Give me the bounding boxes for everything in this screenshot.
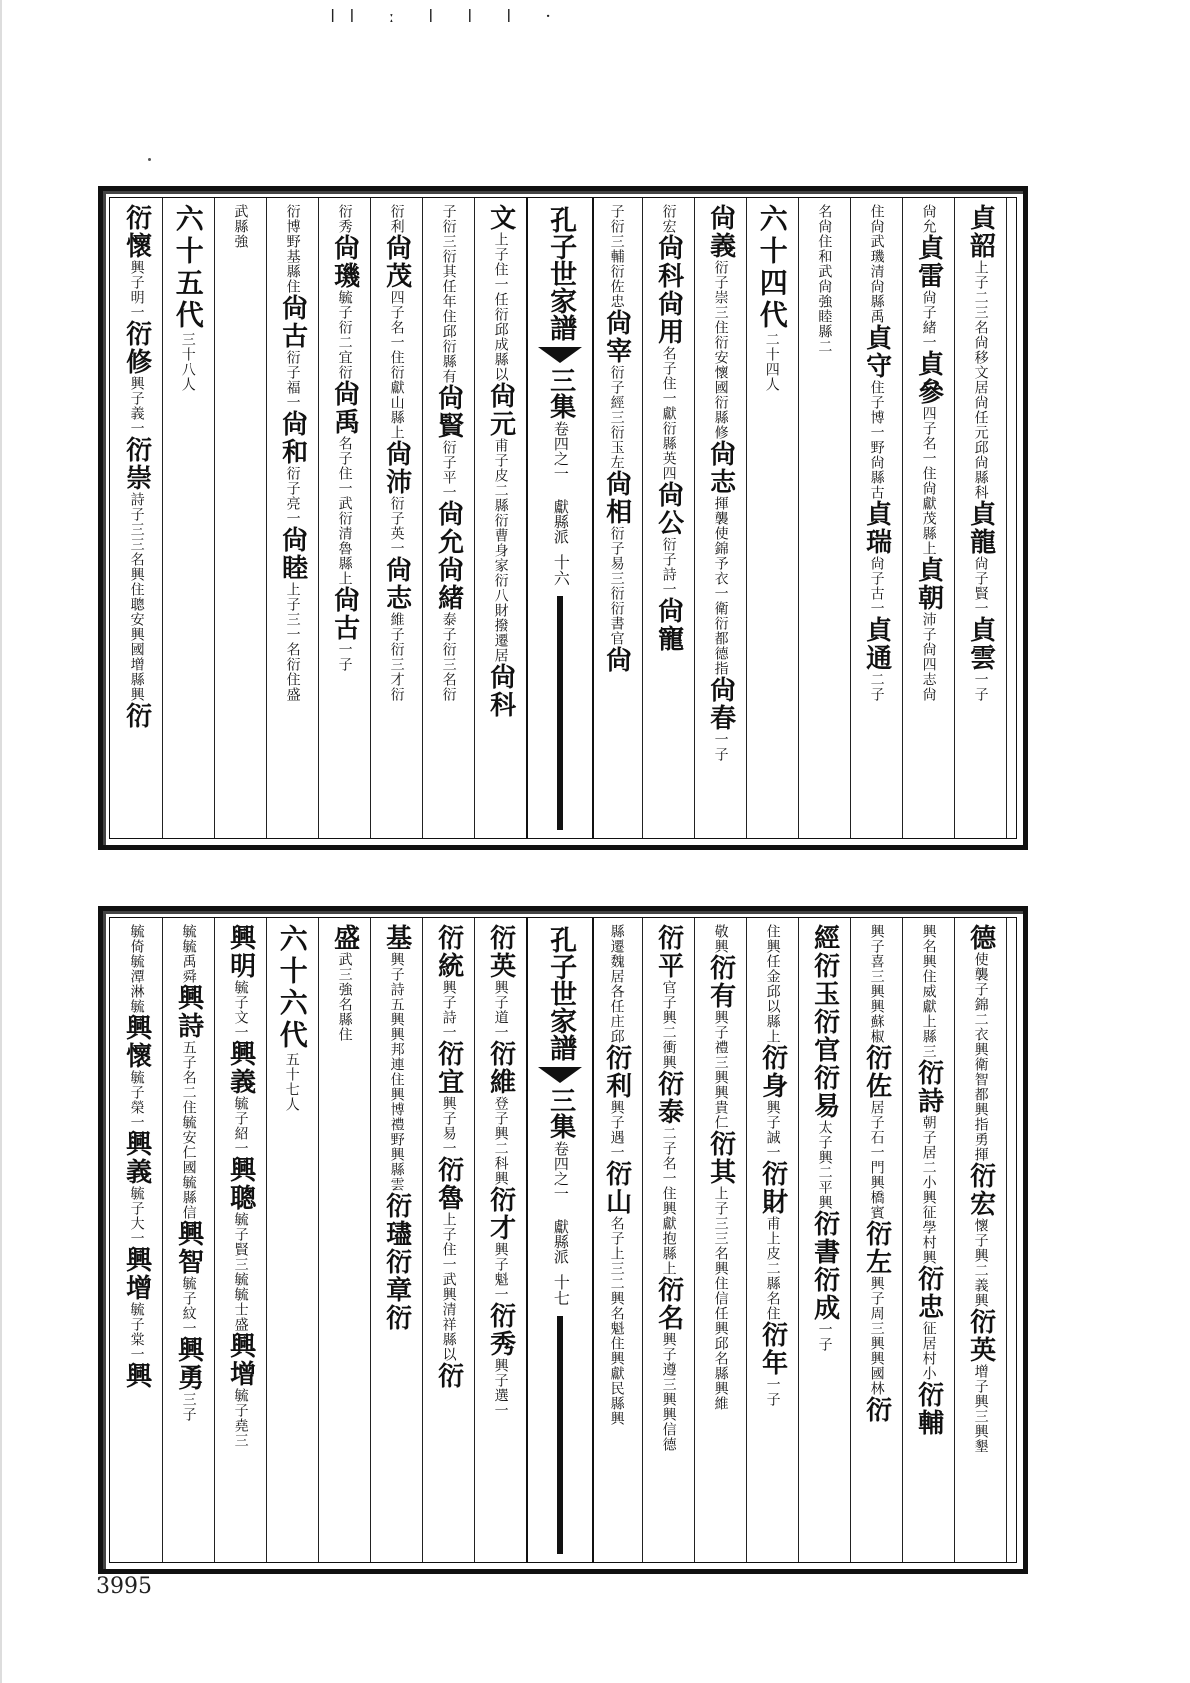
annotation-text: 增子興三興墾 [972,1364,989,1454]
annotation-text: 毓毓禹舜 [180,924,197,984]
annotation-text: 毓子棠一 [128,1302,145,1362]
person-name: 衍章 [381,1248,412,1304]
genealogy-column [590,198,643,838]
book-title: 孔子世家譜 [545,206,577,341]
person-name: 尙睦 [277,526,308,582]
person-name: 尙寵 [653,597,684,653]
annotation-text: 縣遷魏居各任庄邱 [608,924,625,1044]
person-name: 貞參 [913,350,944,406]
person-name: 尙和 [277,410,308,466]
person-name: 興增 [121,1246,152,1302]
genealogy-column [110,918,163,1562]
genealogy-column [642,918,695,1562]
annotation-text: 衍子易三衍衍書官 [608,526,625,646]
person-name: 尙科 [485,663,516,719]
person-name: 興勇 [173,1336,204,1392]
person-name: 衍統 [433,924,464,980]
centre-title-band [526,918,594,1562]
genealogy-column [474,198,527,838]
person-name: 衍 [861,1396,892,1424]
genealogy-column [162,918,215,1562]
annotation-text: 征居村小 [920,1321,937,1381]
annotation-text: 興子詩五興興邦連住興博禮野興縣雲 [388,952,405,1192]
top-genealogy-panel [98,186,1028,850]
person-name: 尙賢 [433,384,464,440]
person-name: 尙古 [277,294,308,350]
bottom-genealogy-panel [98,906,1028,1574]
annotation-text: 興子禮三興興貴仁 [712,1010,729,1130]
leaf-number: 十六 [551,554,571,586]
annotation-text: 衍子平一 [440,440,457,500]
person-name: 興智 [173,1220,204,1276]
person-name: 衍秀 [485,1302,516,1358]
genealogy-column [474,918,527,1562]
annotation-text: 尙允 [920,204,937,234]
fish-tail-mark-icon [538,347,582,363]
genealogy-column [746,198,799,838]
person-name: 興明 [225,924,256,980]
annotation-text: 詩子三三名興住聰安興國增縣興 [128,492,145,702]
person-name: 尙沛 [381,440,412,496]
person-name: 衍山 [601,1160,632,1216]
centre-title-band [526,198,594,838]
person-name: 衍利 [601,1044,632,1100]
person-name: 貞朝 [913,556,944,612]
person-name: 衍泰 [653,1070,684,1126]
annotation-text: 衍子亮一 [284,466,301,526]
chapter-label: 卷四之一 獻縣派 [551,1141,570,1264]
genealogy-column [642,198,695,838]
genealogy-column [110,198,163,838]
person-name: 衍佐 [861,1044,892,1100]
annotation-text: 毓子文一 [232,980,249,1040]
person-name: 興增 [225,1332,256,1388]
person-name: 衍書 [809,1210,840,1266]
header-noise: ǀǀ ː ǀ ǀ ǀ · [330,6,565,27]
annotation-text: 興子選一 [492,1358,509,1418]
person-name: 興義 [121,1130,152,1186]
annotation-text: 興子魁一 [492,1242,509,1302]
person-name: 興義 [225,1040,256,1096]
annotation-text: 興子誠一 [764,1100,781,1160]
genealogy-column [590,918,643,1562]
genealogy-column [798,198,851,838]
person-name: 衍詩 [913,1059,944,1115]
annotation-text: 住興任金邱以縣上 [764,924,781,1044]
chapter-label: 卷四之一 獻縣派 [551,421,570,544]
genealogy-column [422,918,475,1562]
person-name: 衍有 [705,954,736,1010]
genealogy-column [694,198,747,838]
annotation-text: 興子遇一 [608,1100,625,1160]
person-name: 文 [485,204,516,232]
annotation-text: 甫上皮二縣名住 [764,1216,781,1321]
person-name: 貞雷 [913,234,944,290]
annotation-text: 毓子大一 [128,1186,145,1246]
person-name: 興詩 [173,984,204,1040]
annotation-text: 一子 [336,642,353,672]
genealogy-column [162,198,215,838]
annotation-text: 住子博一野尙縣古 [868,380,885,500]
person-name: 尙古 [329,586,360,642]
person-name: 衍宜 [433,1040,464,1096]
annotation-text: 甫子皮二縣衍曹身家衍八財撥遷居 [492,438,509,663]
person-name: 尙科 [653,234,684,290]
person-name: 經 [809,924,840,952]
person-name: 衍 [381,1304,412,1332]
person-name: 衍財 [757,1160,788,1216]
person-name: 衍英 [485,924,516,980]
person-name: 貞韶 [965,204,996,260]
annotation-text: 一子 [764,1377,781,1407]
annotation-text: 衍子詩一 [660,537,677,597]
annotation-text: 衍子英一 [388,496,405,556]
centre-bar [557,1316,563,1554]
annotation-text: 四子名一住尙獻茂縣上 [920,406,937,556]
annotation-text: 尙子賢一 [972,556,989,616]
person-name: 尙 [601,646,632,674]
person-name: 衍輔 [913,1381,944,1437]
page-edge-line [0,0,2,1683]
genealogy-column [746,918,799,1562]
person-name: 衍才 [485,1186,516,1242]
annotation-text: 使襲子錦二衣興衛智都興指勇揮 [972,952,989,1162]
genealogy-column [850,918,903,1562]
annotation-text: 上子二三名尙移文居尙任元邱尙縣科 [972,260,989,500]
person-name: 衍維 [485,1040,516,1096]
genealogy-column [954,918,1007,1562]
annotation-text: 沛子尙四志尙 [920,612,937,702]
annotation-text: 名子上三二興名魁住興獻民縣興 [608,1216,625,1426]
annotation-text: 上子三三名興住信任興邱名縣興維 [712,1186,729,1411]
genealogy-column [954,198,1007,838]
person-name: 衍易 [809,1064,840,1120]
book-title: 孔子世家譜 [545,926,577,1061]
person-name: 貞守 [861,324,892,380]
person-name: 衍 [121,702,152,730]
genealogy-column [370,918,423,1562]
person-name: 衍璶 [381,1192,412,1248]
top-panel-grid [109,197,1017,839]
centre-bar [557,596,563,830]
annotation-text: 子衍三衍其任年住邱衍縣有 [440,204,457,384]
annotation-text: 興子道一 [492,980,509,1040]
person-name: 衍崇 [121,436,152,492]
person-name: 衍身 [757,1044,788,1100]
annotation-text: 五子名二住毓安仁國毓縣信 [180,1040,197,1220]
annotation-text: 衍子崇三住衍安懷國衍縣修 [712,260,729,440]
generation-heading: 六十六代 [275,924,309,1052]
annotation-text: 衍博野基縣住 [284,204,301,294]
annotation-text: 興名興住威獻上縣三 [920,924,937,1059]
annotation-text: 尙子緒一 [920,290,937,350]
annotation-text: 懷子興二義興 [972,1218,989,1308]
person-name: 尙禹 [329,380,360,436]
person-name: 貞龍 [965,500,996,556]
annotation-text: 一子 [712,732,729,762]
person-name: 衍玉 [809,952,840,1008]
generation-heading: 六十四代 [755,204,789,332]
genealogy-column [902,198,955,838]
genealogy-column [318,918,371,1562]
annotation-text: 登子興二科興 [492,1096,509,1186]
person-name: 衍英 [965,1308,996,1364]
person-name: 貞通 [861,616,892,672]
annotation-text: 興子詩一 [440,980,457,1040]
person-name: 貞瑞 [861,500,892,556]
annotation-text: 興子遵三興興信德 [660,1332,677,1452]
person-name: 衍 [433,1362,464,1390]
annotation-text: 三十八人 [179,332,196,392]
annotation-text: 武縣強 [232,204,249,249]
annotation-text: 毓子衍二宜衍 [336,290,353,380]
annotation-text: 官子興二衝興 [660,980,677,1070]
annotation-text: 毓子賢三毓毓士盛 [232,1212,249,1332]
annotation-text: 四子名一住衍獻山縣上 [388,290,405,440]
bottom-panel-grid [109,917,1017,1563]
annotation-text: 上子住一任衍邱成縣以 [492,232,509,382]
annotation-text: 毓子堯三 [232,1388,249,1448]
person-name: 尙元 [485,382,516,438]
genealogy-column [850,198,903,838]
annotation-text: 一子 [816,1322,833,1352]
person-name: 尙春 [705,676,736,732]
annotation-text: 上子住一武興清祥縣以 [440,1212,457,1362]
generation-heading: 六十五代 [171,204,205,332]
annotation-text: 名尙住和武尙強睦縣二 [816,204,833,354]
annotation-text: 衍秀 [336,204,353,234]
annotation-text: 二十四人 [763,332,780,392]
genealogy-column [214,198,267,838]
person-name: 尙緒 [433,556,464,612]
annotation-text: 毓子紹一 [232,1096,249,1156]
person-name: 尙公 [653,481,684,537]
annotation-text: 尙子古一 [868,556,885,616]
annotation-text: 子衍三輔衍佐忠 [608,204,625,309]
genealogy-column [694,918,747,1562]
person-name: 尙茂 [381,234,412,290]
person-name: 衍其 [705,1130,736,1186]
person-name: 盛 [329,924,360,952]
fish-tail-mark-icon [538,1067,582,1083]
annotation-text: 維子衍三才衍 [388,612,405,702]
annotation-text: 毓子紋一 [180,1276,197,1336]
annotation-text: 名子住一武衍清魯縣上 [336,436,353,586]
person-name: 興聰 [225,1156,256,1212]
annotation-text: 毓倚毓潭淋毓 [128,924,145,1014]
annotation-text: 興子明一 [128,260,145,320]
annotation-text: 名子住一獻衍縣英四 [660,346,677,481]
annotation-text: 衍子經三衍玉左 [608,365,625,470]
person-name: 衍名 [653,1276,684,1332]
volume-label: 三集 [545,1087,576,1139]
annotation-text: 居子石一門興橋賓 [868,1100,885,1220]
leaf-number: 十七 [551,1274,571,1306]
genealogy-column [422,198,475,838]
person-name: 尙志 [381,556,412,612]
person-name: 衍懷 [121,204,152,260]
person-name: 衍修 [121,320,152,376]
annotation-text: 揮襲使錦予衣一衛衍都德指 [712,496,729,676]
person-name: 衍年 [757,1321,788,1377]
annotation-text: 三子 [180,1392,197,1422]
annotation-text: 一子 [972,672,989,702]
person-name: 德 [965,924,996,952]
annotation-text: 衍宏 [660,204,677,234]
genealogy-column [318,198,371,838]
person-name: 尙璣 [329,234,360,290]
annotation-text: 二子名一住興獻抱縣上 [660,1126,677,1276]
genealogy-column [902,918,955,1562]
annotation-text: 衍利 [388,204,405,234]
person-name: 興懷 [121,1014,152,1070]
person-name: 衍宏 [965,1162,996,1218]
person-name: 尙相 [601,470,632,526]
genealogy-column [370,198,423,838]
annotation-text: 五十七人 [283,1052,300,1112]
person-name: 衍成 [809,1266,840,1322]
person-name: 尙宰 [601,309,632,365]
annotation-text: 敬興 [712,924,729,954]
person-name: 衍左 [861,1220,892,1276]
annotation-text: 毓子榮一 [128,1070,145,1130]
annotation-text: 興子周三興興國林 [868,1276,885,1396]
annotation-text: 上子三一名衍住盛 [284,582,301,702]
page-number: 3995 [96,1574,152,1599]
person-name: 衍平 [653,924,684,980]
annotation-text: 太子興二平興 [816,1120,833,1210]
genealogy-column [214,918,267,1562]
person-name: 衍忠 [913,1265,944,1321]
annotation-text: 衍子福一 [284,350,301,410]
person-name: 貞雲 [965,616,996,672]
annotation-text: 住尙武璣清尙縣禹 [868,204,885,324]
annotation-text: 興子義一 [128,376,145,436]
annotation-text: 朝子居二小興征學村興 [920,1115,937,1265]
genealogy-column [798,918,851,1562]
person-name: 尙志 [705,440,736,496]
annotation-text: 興子易一 [440,1096,457,1156]
person-name: 基 [381,924,412,952]
annotation-text: 興子喜三興興蘇椒 [868,924,885,1044]
person-name: 尙義 [705,204,736,260]
speck [148,158,151,161]
genealogy-column [266,918,319,1562]
annotation-text: 二子 [868,672,885,702]
person-name: 興 [121,1362,152,1390]
person-name: 衍魯 [433,1156,464,1212]
genealogy-column [266,198,319,838]
person-name: 尙用 [653,290,684,346]
person-name: 衍官 [809,1008,840,1064]
person-name: 尙允 [433,500,464,556]
annotation-text: 泰子衍三名衍 [440,612,457,702]
volume-label: 三集 [545,367,576,419]
annotation-text: 武三強名縣住 [336,952,353,1042]
